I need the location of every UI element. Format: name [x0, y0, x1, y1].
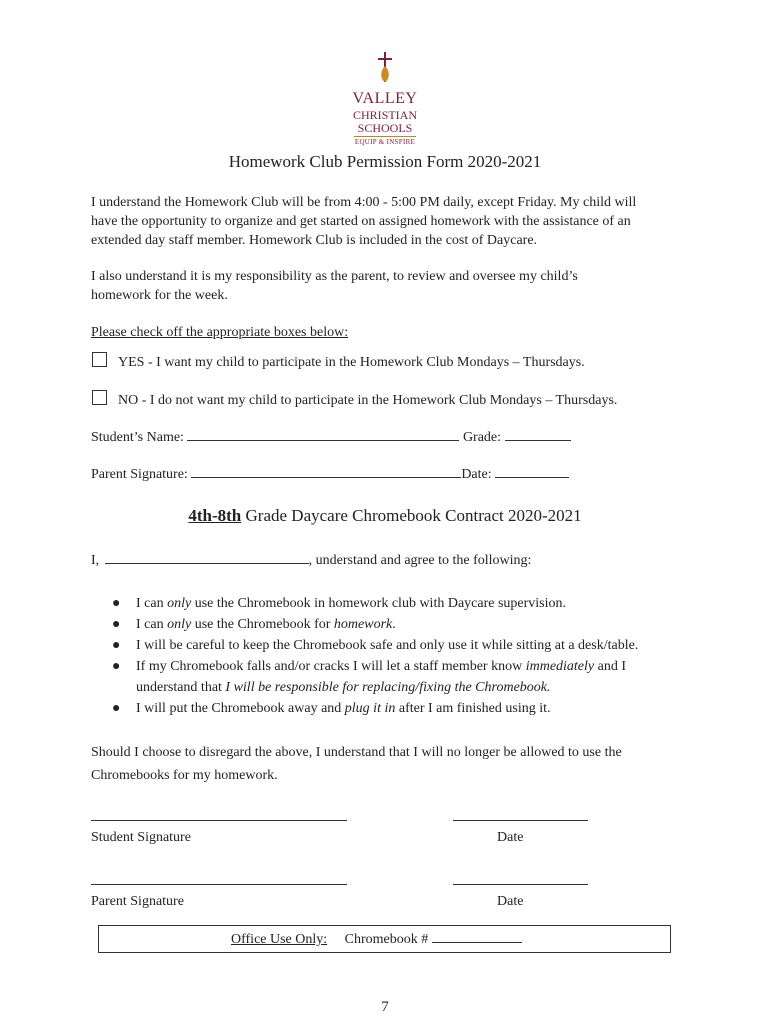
student-name-field[interactable] [187, 428, 459, 441]
list-item: ● I can only use the Chromebook for homework. [112, 614, 712, 635]
student-signature-line[interactable] [91, 820, 347, 821]
bullet-icon: ● [112, 638, 121, 653]
chromebook-number-field[interactable] [432, 930, 522, 943]
contract-terms-list [112, 593, 712, 719]
bullet-icon: ● [112, 617, 121, 632]
logo-line-valley: VALLEY [352, 90, 418, 107]
student-signature-label: Student Signature [91, 830, 191, 845]
parent-signature-field[interactable] [191, 465, 461, 478]
para1-line1: I understand the Homework Club will be from 4:00 - 5:00 PM daily, except Friday. My child will [91, 195, 637, 210]
yes-checkbox[interactable] [92, 352, 107, 367]
office-use-box [98, 925, 671, 953]
para2-line1: I also understand it is my responsibility as the parent, to review and oversee my child’s [91, 269, 578, 284]
bullet-icon: ● [112, 596, 121, 611]
intro-prefix: I, [91, 553, 100, 568]
list-item: ● I will put the Chromebook away and plug it in after I am finished using it. [112, 698, 712, 719]
page-number: 7 [381, 999, 389, 1015]
paragraph-parent-responsibility [91, 267, 691, 305]
grade-field[interactable] [505, 428, 571, 441]
closing-line2: Chromebooks for my homework. [91, 768, 278, 783]
closing-line1: Should I choose to disregard the above, I understand that I will no longer be allowed to use the [91, 745, 622, 760]
student-name-row [91, 428, 691, 447]
parent-signature-label-2: Parent Signature [91, 894, 184, 909]
no-checkbox[interactable] [92, 390, 107, 405]
logo-line-christian: CHRISTIAN [352, 108, 417, 122]
closing-statement [91, 741, 691, 787]
paragraph-homework-club [91, 193, 691, 250]
chromebook-number-label: Chromebook # [344, 932, 429, 947]
para1-line3: extended day staff member. Homework Club is included in the cost of Daycare. [91, 233, 538, 248]
date-label: Date: [461, 467, 492, 482]
parent-date-label: Date [497, 894, 524, 909]
para1-line2: have the opportunity to organize and get started on assigned homework with the assistance of an [91, 214, 631, 229]
logo-line-schools: SCHOOLS [357, 121, 413, 135]
title-rest: Grade Daycare Chromebook Contract 2020-2021 [241, 506, 582, 525]
parent-signature-row [91, 465, 691, 484]
student-name-label: Student’s Name: [91, 430, 184, 445]
permission-form-title: Homework Club Permission Form 2020-2021 [228, 152, 542, 171]
cross-flame-icon [376, 52, 394, 88]
student-name-contract-field[interactable] [105, 551, 309, 564]
school-logo [340, 52, 430, 148]
checkbox-instruction: Please check off the appropriate boxes below: [91, 325, 349, 340]
parent-date-line[interactable] [453, 884, 588, 885]
chromebook-contract-title [0, 506, 770, 526]
logo-tagline: EQUIP & INSPIRE [354, 138, 416, 146]
student-date-label: Date [497, 830, 524, 845]
parent-signature-line[interactable] [91, 884, 347, 885]
parent-signature-label: Parent Signature: [91, 467, 188, 482]
date-field[interactable] [495, 465, 569, 478]
title-grade-range: 4th-8th [188, 506, 242, 525]
intro-suffix: , understand and agree to the following: [308, 553, 532, 568]
grade-label: Grade: [462, 430, 502, 445]
contract-intro [91, 551, 691, 570]
no-option-label: NO - I do not want my child to participate in the Homework Club Mondays – Thursdays. [118, 393, 618, 408]
list-item: ● I will be careful to keep the Chromebook safe and only use it while sitting at a desk/table. [112, 635, 712, 656]
yes-option-label: YES - I want my child to participate in the Homework Club Mondays – Thursdays. [118, 355, 585, 370]
logo-divider [354, 136, 416, 137]
list-item: ● I can only use the Chromebook in homework club with Daycare supervision. [112, 593, 712, 614]
office-use-label: Office Use Only: [231, 932, 328, 947]
list-item: ● If my Chromebook falls and/or cracks I will let a staff member know immediately and I understand that I will be responsible for replacing/fixing the Chromebook. [112, 656, 712, 698]
bullet-icon: ● [112, 659, 121, 674]
bullet-icon: ● [112, 701, 121, 716]
office-use-row [231, 930, 522, 948]
para2-line2: homework for the week. [91, 288, 228, 303]
student-date-line[interactable] [453, 820, 588, 821]
